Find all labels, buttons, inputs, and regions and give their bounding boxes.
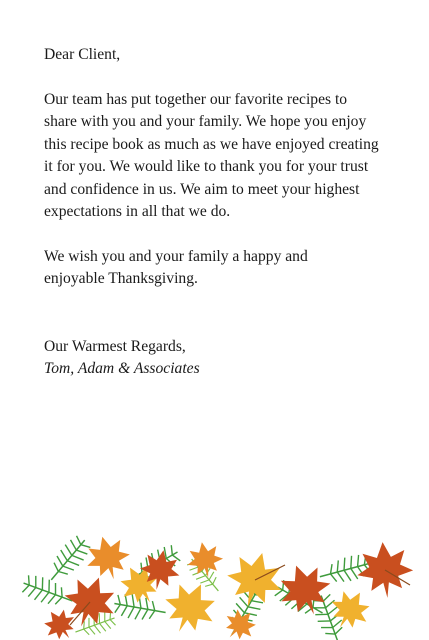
paragraph-line: enjoyable Thanksgiving.: [44, 270, 198, 287]
paragraph-line: it for you. We would like to thank you for your trust: [44, 158, 369, 175]
paragraph-line: expectations in all that we do.: [44, 203, 231, 220]
signature: Tom, Adam & Associates: [44, 360, 200, 377]
paragraph-intro: [44, 89, 429, 224]
closing: Our Warmest Regards,: [44, 337, 186, 355]
autumn-leaves-border-icon: [0, 530, 429, 640]
paragraph-line: We wish you and your family a happy and: [44, 247, 308, 265]
paragraph-wishes: [44, 246, 429, 291]
paragraph-line: Our team has put together our favorite recipes to: [44, 90, 348, 108]
paragraph-line: this recipe book as much as we have enjoyed creating: [44, 135, 379, 153]
paragraph-line: share with you and your family. We hope you enjoy: [44, 113, 367, 130]
salutation: Dear Client,: [44, 46, 121, 63]
letter-body: [44, 44, 429, 381]
paragraph-line: and confidence in us. We aim to meet your highest: [44, 180, 360, 198]
